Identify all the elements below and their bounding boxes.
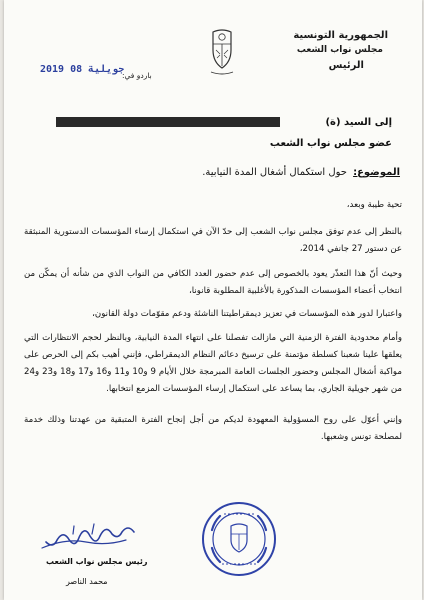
- official-seal: [200, 500, 278, 578]
- addressee-title: إلى السيد (ة): [325, 117, 392, 128]
- date-stamp: 2019 جويلية 08: [40, 64, 125, 75]
- redacted-name: [56, 117, 280, 127]
- body-paragraph-5: وإنني أعوّل على روح المسؤولية المعهودة لديكم من أجل إنجاح الفترة المتبقية من عهدتنا وذلك خدمة لمصلحة تونس وشعبها.: [24, 415, 402, 442]
- tunisia-emblem-icon: [207, 28, 237, 78]
- body-paragraph-1: بالنظر إلى عدم توفق مجلس نواب الشعب إلى حدّ الآن في استكمال إرساء المؤسسات الدستورية المنبثقة عن دستور 27 جانفي 2014،: [24, 227, 402, 254]
- subject-text: حول استكمال أشغال المدة النيابية.: [202, 167, 347, 178]
- signatory-name: محمد الناصر: [66, 577, 108, 586]
- addressee-subtitle: عضو مجلس نواب الشعب: [269, 138, 392, 149]
- handwritten-signature: [34, 520, 144, 560]
- header-republic: الجمهورية التونسية: [293, 30, 388, 41]
- body-paragraph-2: وحيث أنّ هذا التعذّر يعود بالخصوص إلى عدم حضور العدد الكافي من النواب الذي من شأنه أن يمكّن من انتخاب أعضاء المؤسسات المذكورة بالأغلبية المطلوبة قانونا،: [24, 269, 402, 296]
- signatory-title: رئيس مجلس نواب الشعب: [46, 557, 148, 566]
- header-president: الرئيس: [328, 60, 364, 71]
- subject-label: الموضوع:: [353, 167, 400, 178]
- date-label: باردو في:: [122, 71, 152, 80]
- letter-page: [4, 0, 422, 600]
- greeting: تحية طيبة وبعد،: [346, 200, 402, 210]
- body-paragraph-3: واعتبارا لدور هذه المؤسسات في تعزيز ديمقراطيتنا الناشئة ودعم مقوّمات دولة القانون،: [92, 309, 402, 319]
- body-paragraph-4: وأمام محدودية الفترة الزمنية التي مازالت تفصلنا على انتهاء المدة النيابية، وبالنظر لحجم الانتظارات التي يعلقها علينا شعبنا كسلطة مؤتمنة على ترسيخ دعائم النظام الديمقراطي، فإنني أهيب بكم إلى الحرص على مواكبة أشغال المجلس وحضور الجلسات العامة المبرمجة خلال الأيام 9 و10 و11 و16 و17 و18 و23 و24 من شهر جويلية الجاري، بما يساعد على استكمال إرساء المؤسسات المزمع انتخابها.: [24, 333, 402, 394]
- header-parliament: مجلس نواب الشعب: [296, 45, 383, 55]
